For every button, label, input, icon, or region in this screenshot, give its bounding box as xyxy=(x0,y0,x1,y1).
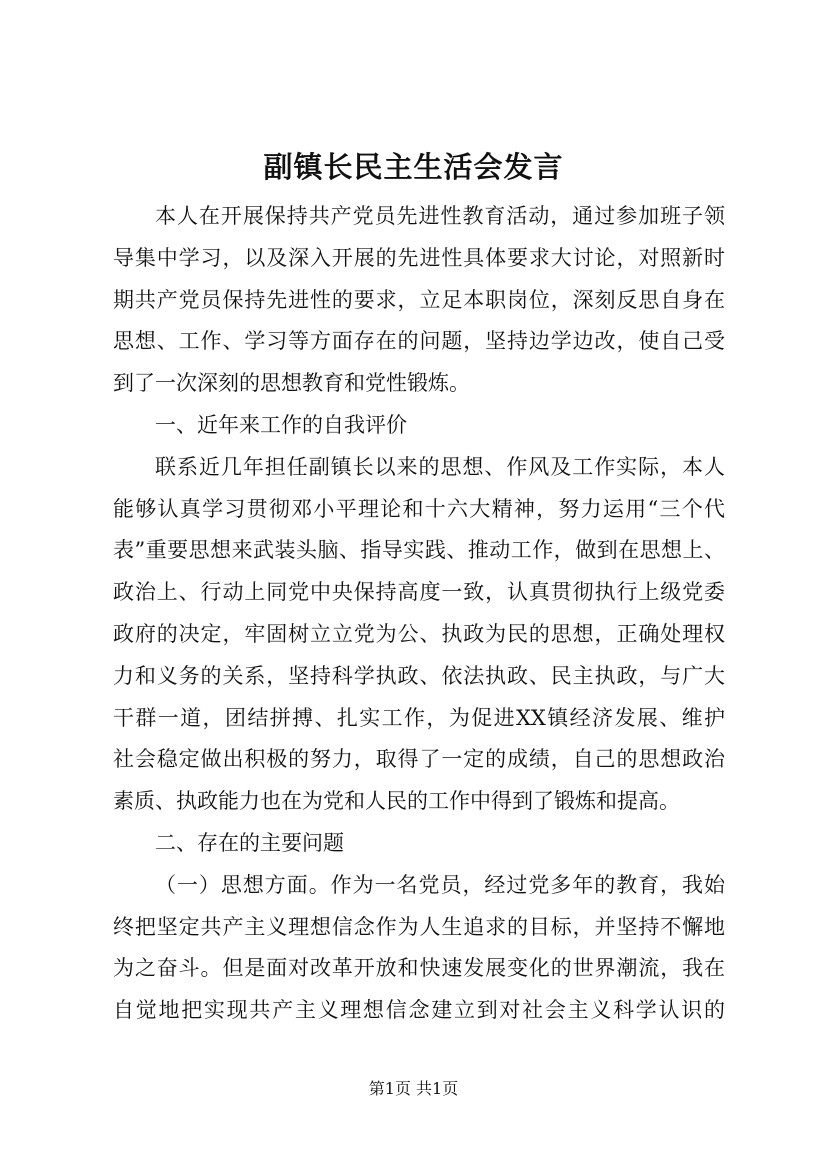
paragraph-2-line: 干群一道，团结拼搏、扎实工作，为促进XX镇经济发展、维护 xyxy=(113,705,725,730)
section-heading-2: 二、存在的主要问题 xyxy=(155,830,344,855)
paragraph-3-line: 为之奋斗。但是面对改革开放和快速发展变化的世界潮流，我在 xyxy=(113,956,725,981)
document-title: 副镇长民主生活会发言 xyxy=(263,150,564,184)
paragraph-2-line: 力和义务的关系，坚持科学执政、依法执政、民主执政，与广大 xyxy=(113,663,725,688)
paragraph-2-line: 社会稳定做出积极的努力，取得了一定的成绩，自己的思想政治 xyxy=(113,747,725,772)
paragraph-3-line: （一）思想方面。作为一名党员，经过党多年的教育，我始 xyxy=(155,872,725,897)
document-body xyxy=(113,196,725,1032)
paragraph-3-line: 终把坚定共产主义理想信念作为人生追求的目标，并坚持不懈地 xyxy=(113,914,725,939)
paragraph-2-line: 素质、执政能力也在为党和人民的工作中得到了锻炼和提高。 xyxy=(113,789,680,814)
paragraph-1-line: 本人在开展保持共产党员先进性教育活动，通过参加班子领 xyxy=(155,204,725,228)
paragraph-2-line: 政府的决定，牢固树立立党为公、执政为民的思想，正确处理权 xyxy=(113,621,725,646)
paragraph-1-line: 思想、工作、学习等方面存在的问题，坚持边学边改，使自己受 xyxy=(113,329,725,354)
paragraph-2-line: 联系近几年担任副镇长以来的思想、作风及工作实际，本人 xyxy=(155,454,725,479)
paragraph-1-line: 导集中学习，以及深入开展的先进性具体要求大讨论，对照新时 xyxy=(113,245,725,270)
paragraph-2-line: 能够认真学习贯彻邓小平理论和十六大精神，努力运用“三个代 xyxy=(113,496,725,521)
paragraph-2-line: 表”重要思想来武装头脑、指导实践、推动工作，做到在思想上、 xyxy=(113,538,725,563)
paragraph-2-line: 政治上、行动上同党中央保持高度一致，认真贯彻执行上级党委 xyxy=(113,580,725,605)
paragraph-1-line: 到了一次深刻的思想教育和党性锻炼。 xyxy=(113,371,470,396)
paragraph-3-line: 自觉地把实现共产主义理想信念建立到对社会主义科学认识的 xyxy=(113,998,725,1023)
paragraph-1-line: 期共产党员保持先进性的要求，立足本职岗位，深刻反思自身在 xyxy=(113,287,725,312)
section-heading-1: 一、近年来工作的自我评价 xyxy=(155,412,407,437)
page-number-footer: 第1页 共1页 xyxy=(368,1079,459,1098)
